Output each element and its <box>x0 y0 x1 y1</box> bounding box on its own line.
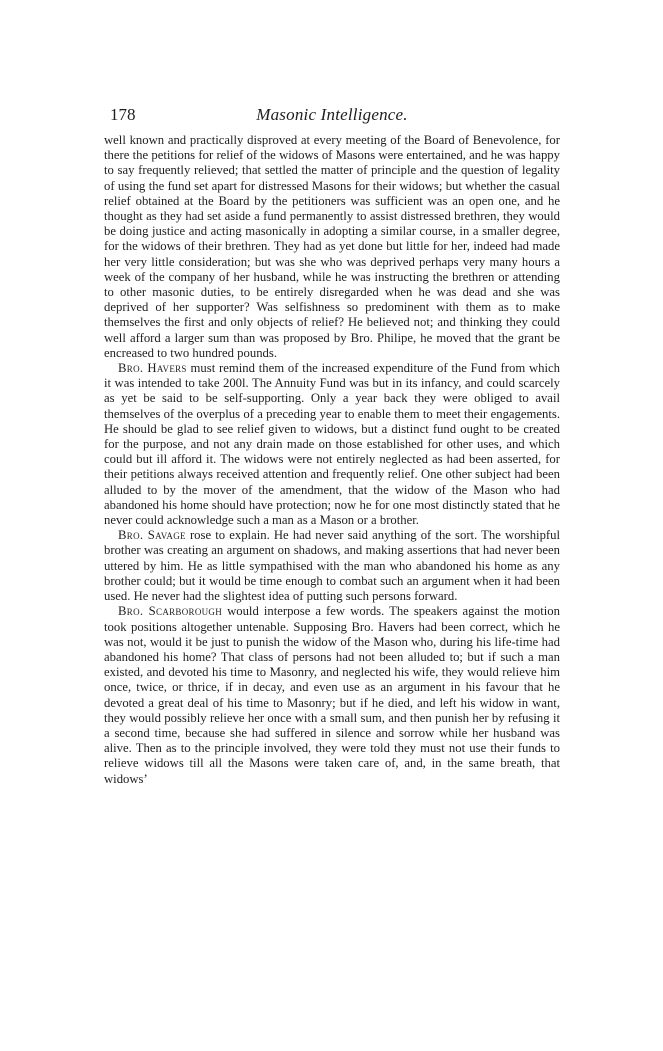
running-head: Masonic Intelligence. <box>256 105 408 124</box>
body-text <box>104 133 560 787</box>
speaker-name: Bro. Havers <box>118 361 187 376</box>
page <box>104 104 560 787</box>
paragraph <box>104 528 560 604</box>
paragraph <box>104 604 560 786</box>
page-header <box>104 104 560 128</box>
paragraph-text: rose to explain. He had never said anything of the sort. The worshipful brother was creating an argument on shadows, and making assertions that had never been uttered by him. He as little sympathised with the man who abandoned his home as any brother could; but it would be time enough to combat such an argument when it had been used. He never had the slightest idea of putting such persons forward. <box>104 528 561 604</box>
page-number: 178 <box>110 105 136 124</box>
paragraph <box>104 361 560 528</box>
paragraph-text: must remind them of the increased expenditure of the Fund from which it was intended to take 200l. The Annuity Fund was but in its infancy, and could scarcely as yet be said to be self-supporting. Only a year back they were obliged to avail themselves of the overplus of a preceding year to enable them to meet their engagements. He should be glad to see relief given to widows, but a distinct fund ought to be created for the purpose, and not any drain made on those established for other uses, and which could but ill afford it. The widows were not entirely neglected as had been asserted, for their petitions always received attention and frequently relief. One other subject had been alluded to by the mover of the amendment, that the widow of the Mason who had abandoned his home should have protection; now he for one most distinctly stated that he never could acknowledge such a man as a Mason or a brother. <box>104 361 560 528</box>
paragraph <box>104 133 560 361</box>
paragraph-text: well known and practically disproved at every meeting of the Board of Benevolence, for there the petitions for relief of the widows of Masons were entertained, and he was happy to say frequently relieved; that settled the matter of principle and the question of legality of using the fund set apart for distressed Masons for their widows; but whether the casual relief obtained at the Board by the petitioners was sufficient was an open one, and he thought as they had set aside a fund permanently to assist distressed brethren, they would be doing justice and acting masonically in adopting a similar course, in a smaller degree, for the widows of their brethren. They had as yet done but little for her, indeed had made her very little consideration; but was she who was deprived perhaps very many hours a week of the company of her husband, while he was instructing the brethren or attending to other masonic duties, to be entirely disregarded when he was dead and she was deprived of her supporter? Was selfishness so predominent with them as to make themselves the first and only objects of relief? He believed not; and thinking they could well afford a larger sum than was proposed by Bro. Philipe, he moved that the grant be encreased to two hundred pounds. <box>104 133 560 360</box>
speaker-name: Bro. Savage <box>118 528 186 543</box>
speaker-name: Bro. Scarborough <box>118 604 223 619</box>
paragraph-text: would interpose a few words. The speakers against the motion took positions altogether untenable. Supposing Bro. Havers had been correct, which he was not, would it be just to punish the widow of the Mason who, during his life-time had abandoned his home? That class of persons had not been alluded to; but if such a man existed, and devoted his time to Masonry, and neglected his wife, they would relieve him once, twice, or thrice, if in decay, and even use as an argument in his favour that he devoted a great deal of his time to Masonry; but if he died, and left his widow in want, they would possibly relieve her once with a small sum, and then punish her by refusing it a second time, because she had suffered in silence and sorrow while her husband was alive. Then as to the principle involved, they were told they must not use their funds to relieve widows till all the Masons were taken care of, and, in the same breath, that widows’ <box>104 604 560 786</box>
